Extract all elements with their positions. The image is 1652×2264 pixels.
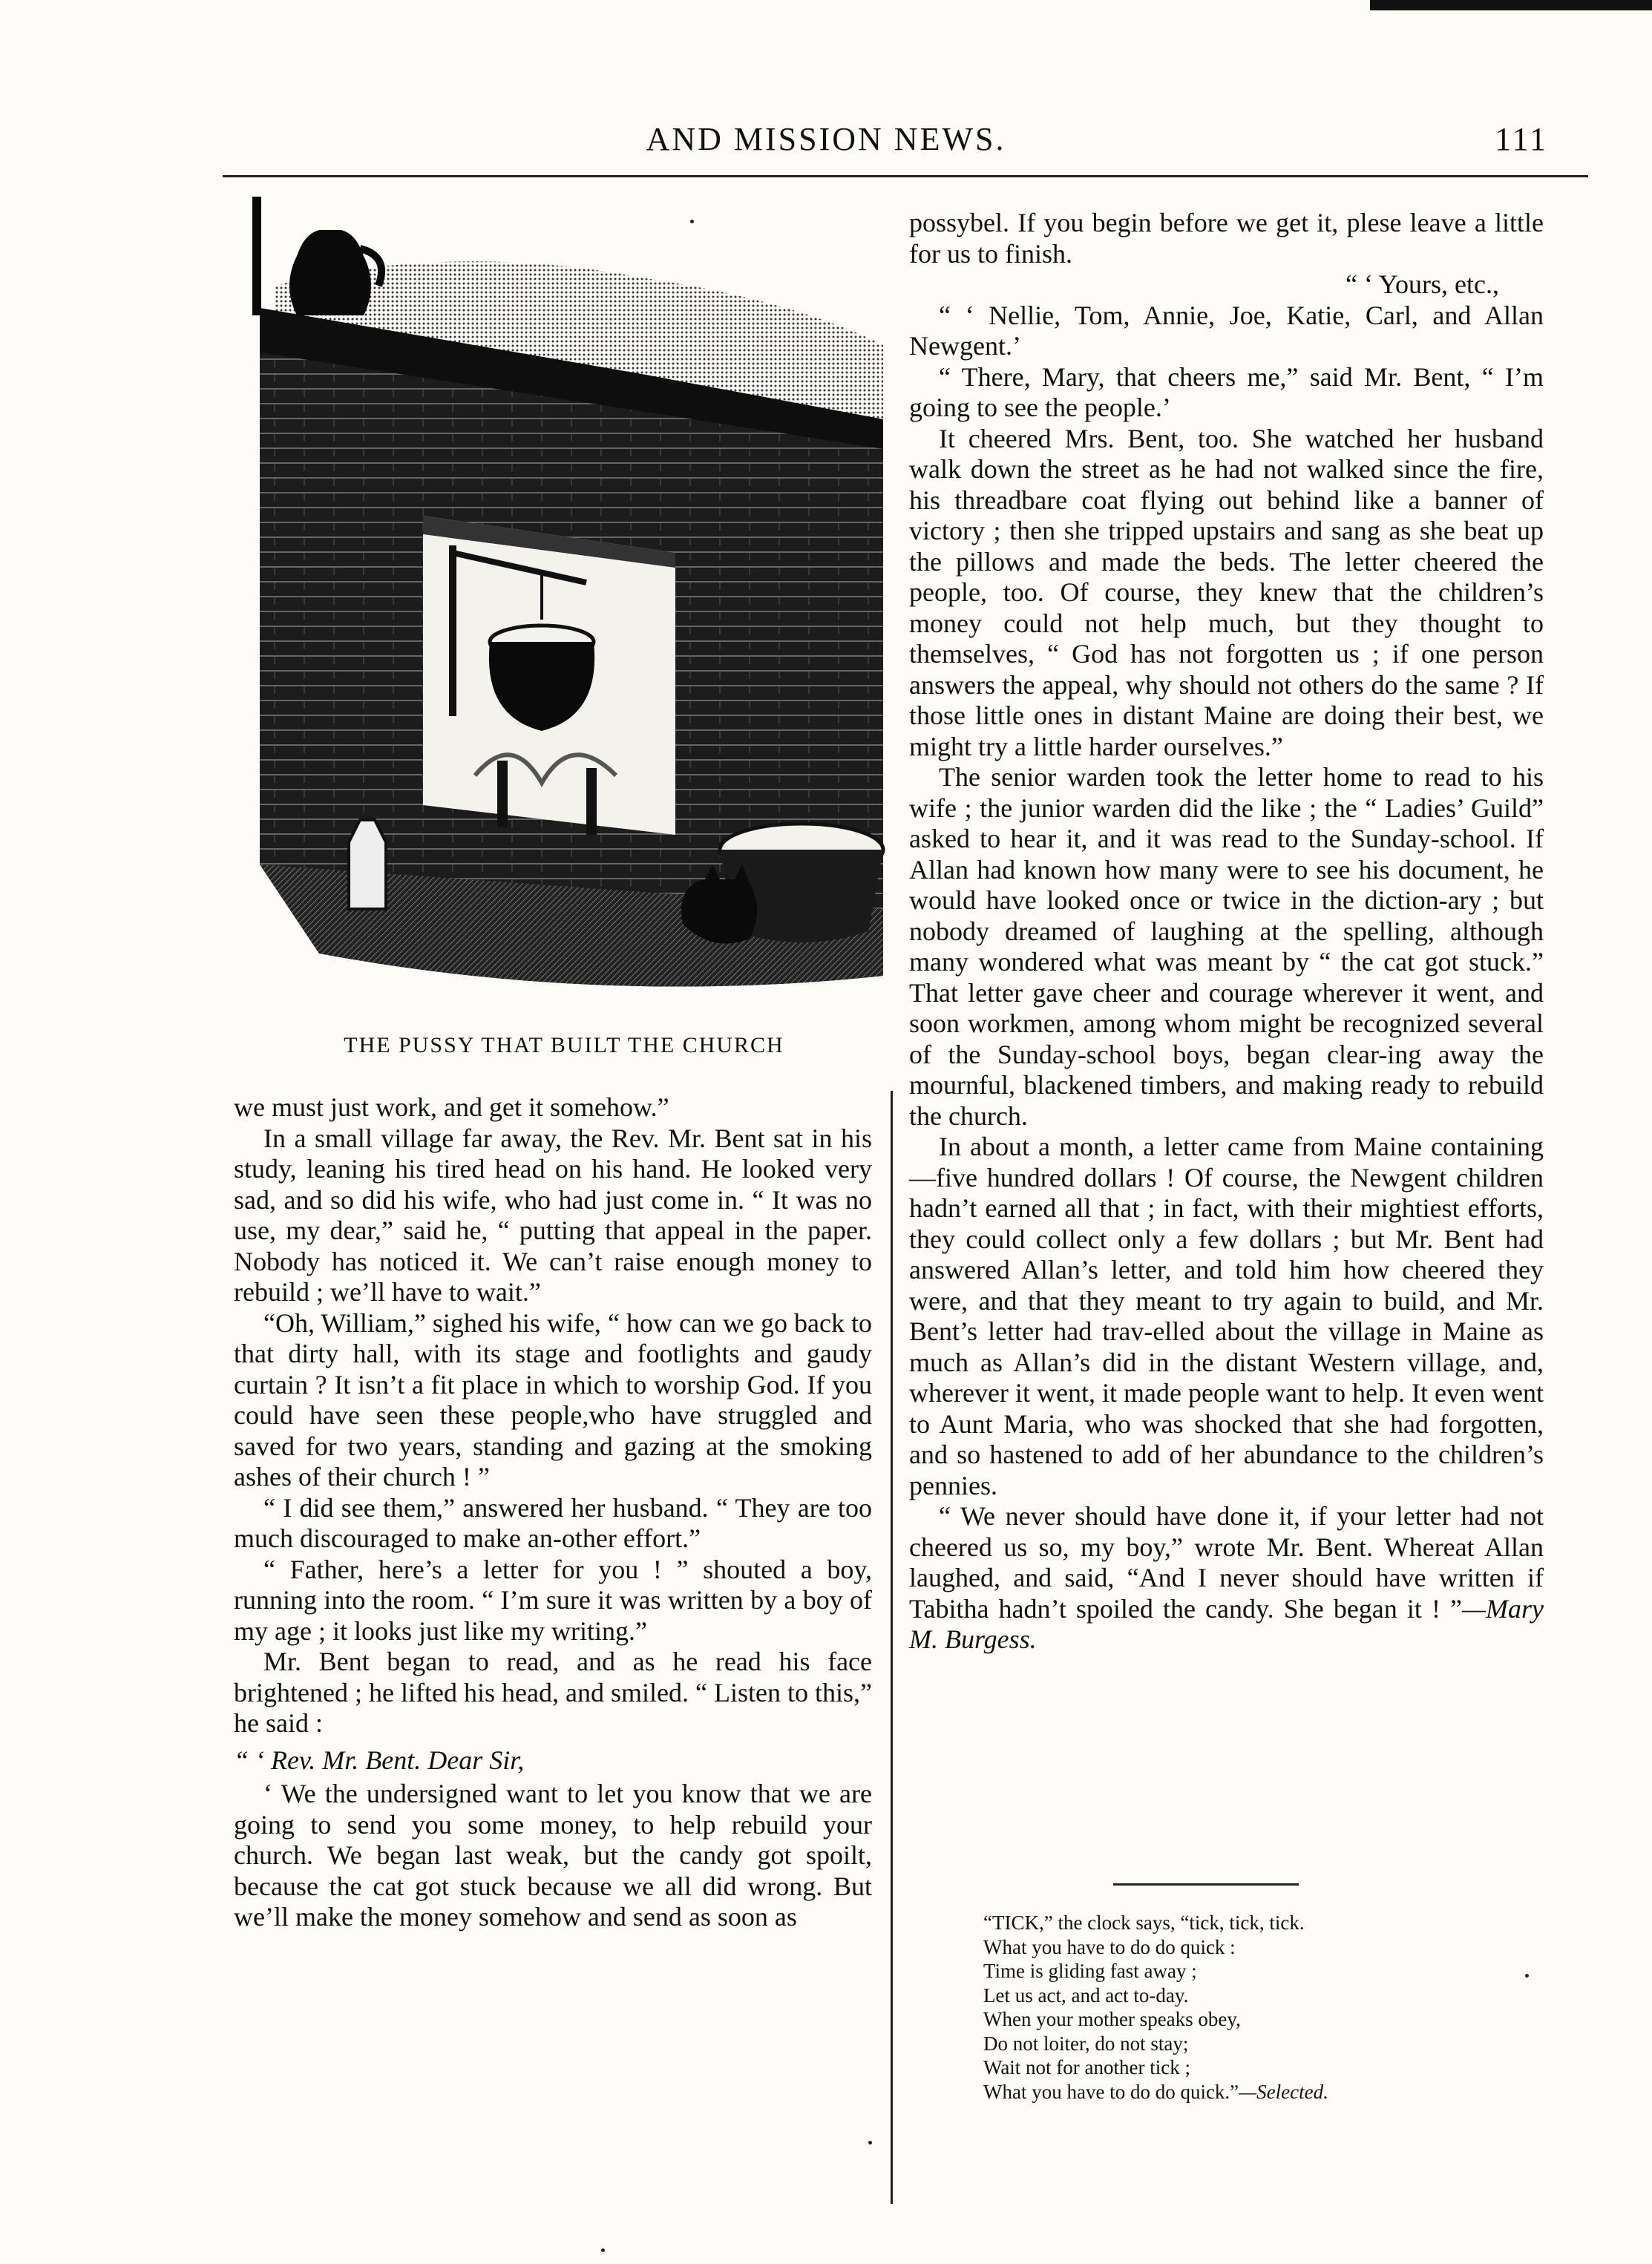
paragraph: “Oh, William,” sighed his wife, “ how can we go back to that dirty hall, with its stage and footlights and gaudy curtain ? It isn’t a fit place in which to worship God. If you could have seen these people,who have struggled and saved for two years, standing and gazing at the smoking ashes of their church ! ” <box>234 1307 872 1492</box>
poem-line: What you have to do do quick : <box>983 1935 1236 1958</box>
paragraph: ‘ We the undersigned want to let you know that we are going to send you some money, to help rebuild your church. We began last weak, but the candy got spoilt, because the cat got stuck because we all did wrong. But we’ll make the money somehow and send as soon as <box>234 1779 872 1932</box>
print-speck <box>1525 1974 1529 1978</box>
column-divider <box>891 1091 893 2204</box>
poem-line: Time is gliding fast away ; <box>983 1960 1197 1982</box>
paragraph-text: “ We never should have done it, if your letter had not cheered us so, my boy,” wrote Mr. Bent. Whereat Allan laughed, and said, “And I never should have written if Tabitha hadn’t spoiled the candy. She began it ! ” <box>909 1501 1544 1624</box>
poem-line-text: What you have to do do quick.” <box>983 2080 1239 2103</box>
illustration-caption: THE PUSSY THAT BUILT THE CHURCH <box>344 1033 784 1057</box>
paragraph: It cheered Mrs. Bent, too. She watched her husband walk down the street as he had not walked since the fire, his threadbare coat flying out behind like a banner of victory ; then she tripped upstairs and sang as she beat up the pillows and made the beds. The letter cheered the people, too. Of course, they knew that the children’s money could not help much, but they thought to themselves, “ God has not forgotten us ; if one person answers the appeal, why should not others do the same ? If those little ones in distant Maine are doing their best, we might try a little harder ourselves.” <box>909 423 1544 761</box>
paragraph: possybel. If you begin before we get it, plese leave a little for us to finish. <box>909 208 1544 269</box>
author-attribution: —Mary M. Burgess. <box>909 1593 1544 1654</box>
letter-salutation: “ ‘ Rev. Mr. Bent. Dear Sir, <box>234 1745 525 1775</box>
paragraph <box>909 1501 1544 1656</box>
paragraph: we must just work, and get it somehow.” <box>234 1092 669 1122</box>
paragraph: “ I did see them,” answered her husband. “ They are too much discouraged to make an-other effort.” <box>234 1492 872 1553</box>
header-rule <box>223 175 1588 177</box>
print-speck <box>690 220 694 223</box>
running-header-title: AND MISSION NEWS. <box>646 121 1006 157</box>
poem-attribution: —Selected. <box>1239 2080 1328 2103</box>
poem-line: Let us act, and act to-day. <box>983 1984 1189 2007</box>
paragraph: In about a month, a letter came from Maine containing—five hundred dollars ! Of course, the Newgent children hadn’t earned all that ; in fact, with their mightiest efforts, they could collect only a few dollars ; but Mr. Bent had answered Allan’s letter, and told him how cheered they were, and that they meant to try again to build, and Mr. Bent’s letter had trav-elled about the village in Maine as much as Allan’s did in the distant Western village, and, wherever it went, it made people want to help. It even went to Aunt Maria, who was shocked that she had forgotten, and so hastened to add of her abundance to the children’s pennies. <box>909 1132 1544 1500</box>
paragraph: In a small village far away, the Rev. Mr. Bent sat in his study, leaning his tired head on his hand. He looked very sad, and so did his wife, who had just come in. “ It was no use, my dear,” said he, “ putting that appeal in the paper. Nobody has noticed it. We can’t raise enough money to rebuild ; we’ll have to wait.” <box>234 1123 872 1307</box>
poem-line: Wait not for another tick ; <box>983 2056 1190 2078</box>
print-speck <box>601 2248 605 2252</box>
page-number: 111 <box>1495 121 1548 157</box>
poem <box>983 1911 1577 2104</box>
top-edge-bar <box>1370 0 1652 10</box>
poem-line: “TICK,” the clock says, “tick, tick, tick. <box>983 1912 1305 1934</box>
section-divider <box>1113 1883 1299 1886</box>
poem-line: Do not loiter, do not stay; <box>983 2032 1189 2055</box>
paragraph: “ Father, here’s a letter for you ! ” shouted a boy, running into the room. “ I’m sure it was written by a boy of my age ; it looks just like my writing.” <box>234 1554 872 1646</box>
poem-line: When your mother speaks obey, <box>983 2008 1241 2030</box>
fireplace-illustration-icon <box>230 197 898 1013</box>
right-text-column <box>909 208 1544 1656</box>
left-text-column <box>234 1092 872 1933</box>
paragraph: The senior warden took the letter home to read to his wife ; the junior warden did the like ; the “ Ladies’ Guild” asked to hear it, and it was read to the Sunday-school. If Allan had known how many were to see his document, he would have looked once or twice in the diction-ary ; but nobody dreamed of laughing at the spelling, although many wondered what was meant by “ the cat got stuck.” That letter gave cheer and courage wherever it went, and soon workmen, among whom might be recognized several of the Sunday-school boys, began clear-ing away the mournful, blackened timbers, and making ready to rebuild the church. <box>909 762 1544 1131</box>
poem-line-final <box>983 2080 1577 2104</box>
paragraph: “ ‘ Nellie, Tom, Annie, Joe, Katie, Carl, and Allan Newgent.’ <box>909 300 1544 361</box>
paragraph: “ There, Mary, that cheers me,” said Mr. Bent, “ I’m going to see the people.’ <box>909 361 1544 422</box>
letter-closing: “ ‘ Yours, etc., <box>1345 269 1499 299</box>
print-speck <box>868 2141 872 2145</box>
paragraph: Mr. Bent began to read, and as he read his face brightened ; he lifted his head, and smiled. “ Listen to this,” he said : <box>234 1647 872 1738</box>
